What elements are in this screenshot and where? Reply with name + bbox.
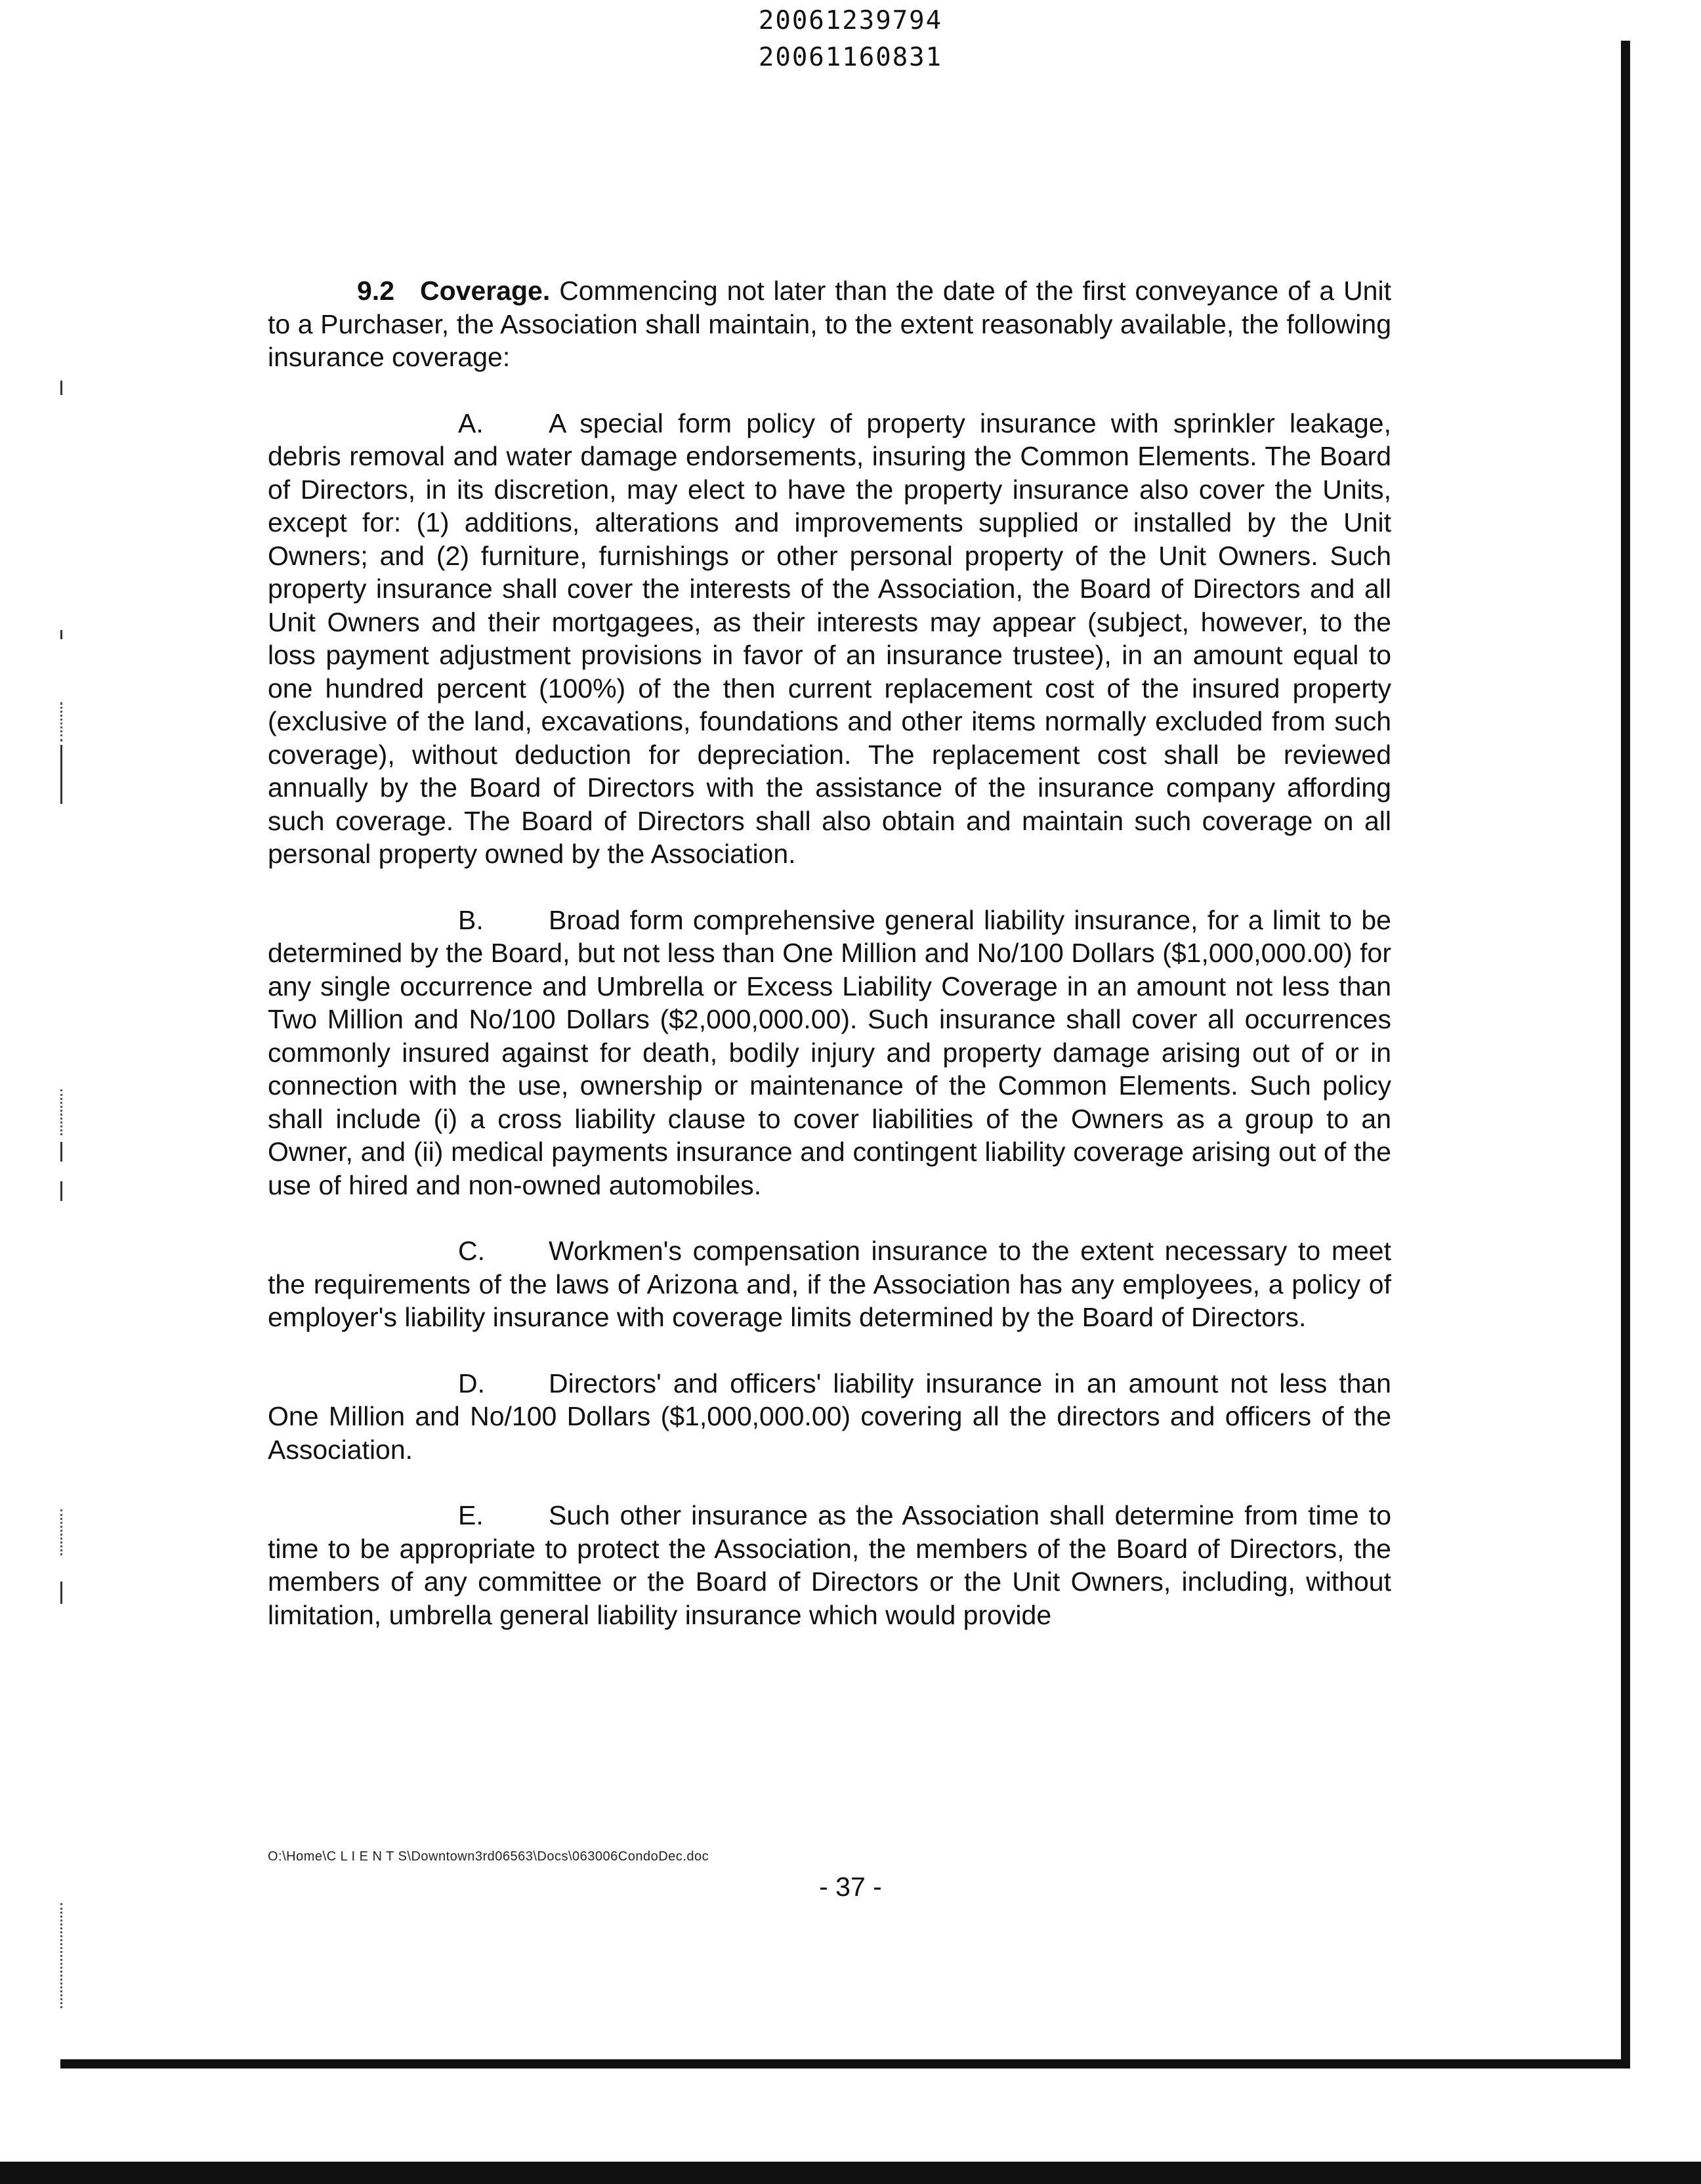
margin-mark [60, 1903, 64, 2008]
margin-mark [60, 1181, 62, 1201]
item-letter: B. [458, 904, 484, 935]
coverage-item-b [268, 904, 1391, 1202]
section-intro [268, 274, 1391, 374]
scan-border-bottom [60, 2059, 1630, 2068]
recording-number-2: 20061160831 [758, 43, 943, 72]
margin-mark [60, 1089, 64, 1135]
recording-numbers [0, 3, 1701, 76]
item-text: Directors' and officers' liability insurance in an amount not less than One Million and No/100 Dollars ($1,000,000.00) covering all the directors and officers of the Association. [268, 1368, 1391, 1465]
item-letter: A. [458, 408, 484, 438]
coverage-item-a [268, 407, 1391, 871]
margin-mark [60, 630, 62, 639]
recording-number-1: 20061239794 [758, 6, 943, 35]
coverage-item-e [268, 1499, 1391, 1631]
section-title: Coverage. [420, 276, 551, 306]
page-number: - 37 - [819, 1872, 882, 1902]
item-letter: C. [458, 1236, 485, 1266]
scan-edge-bottom [0, 2162, 1701, 2184]
scan-border-right [1621, 41, 1630, 2068]
margin-mark [60, 1509, 64, 1555]
coverage-item-c [268, 1234, 1391, 1334]
margin-mark [60, 702, 64, 742]
document-body [268, 274, 1391, 1664]
section-number: 9.2 [357, 276, 394, 306]
item-text: Workmen's compensation insurance to the extent necessary to meet the requirements of the laws of Arizona and, if the Association has any employees, a policy of employer's liability insurance with coverage limits determined by the Board of Directors. [268, 1236, 1391, 1332]
coverage-item-d [268, 1367, 1391, 1467]
item-letter: D. [458, 1368, 485, 1398]
item-text: A special form policy of property insurance with sprinkler leakage, debris removal and water damage endorsements, insuring the Common Elements. The Board of Directors, in its discretion, may elect to have the property insurance also cover the Units, except for: (1) additions, alterations and improvements supplied or installed by the Unit Owners; and (2) furniture, furnishings or other personal property of the Unit Owners. Such property insurance shall cover the interests of the Association, the Board of Directors and all Unit Owners and their mortgagees, as their interests may appear (subject, however, to the loss payment adjustment provisions in favor of an insurance trustee), in an amount equal to one hundred percent (100%) of the then current replacement cost of the insured property (exclusive of the land, excavations, foundations and other items normally excluded from such coverage), without deduction for depreciation. The replacement cost shall be reviewed annually by the Board of Directors with the assistance of the insurance company affording such coverage. The Board of Directors shall also obtain and maintain such coverage on all personal property owned by the Association. [268, 408, 1391, 869]
margin-mark [60, 1142, 62, 1162]
item-letter: E. [458, 1500, 484, 1530]
item-text: Broad form comprehensive general liability insurance, for a limit to be determined by the Board, but not less than One Million and No/100 Dollars ($1,000,000.00) for any single occurrence and Umbrella or Excess Liability Coverage in an amount not less than Two Million and No/100 Dollars ($2,000,000.00). Such insurance shall cover all occurrences commonly insured against for death, bodily injury and property damage arising out of or in connection with the use, ownership or maintenance of the Common Elements. Such policy shall include (i) a cross liability clause to cover liabilities of the Owners as a group to an Owner, and (ii) medical payments insurance and contingent liability coverage arising out of the use of hired and non-owned automobiles. [268, 904, 1391, 1200]
margin-mark [60, 1582, 62, 1604]
margin-mark [60, 745, 62, 804]
footer-file-path: O:\Home\C L I E N T S\Downtown3rd06563\Docs\063006CondoDec.doc [268, 1849, 709, 1864]
margin-mark [60, 381, 62, 395]
section-intro-text: Commencing not later than the date of the first conveyance of a Unit to a Purchaser, the Association shall maintain, to the extent reasonably available, the following insurance coverage: [268, 276, 1391, 372]
item-text: Such other insurance as the Association shall determine from time to time to be appropriate to protect the Association, the members of the Board of Directors, the members of any committee or the Board of Directors or the Unit Owners, including, without limitation, umbrella general liability insurance which would provide [268, 1500, 1391, 1630]
